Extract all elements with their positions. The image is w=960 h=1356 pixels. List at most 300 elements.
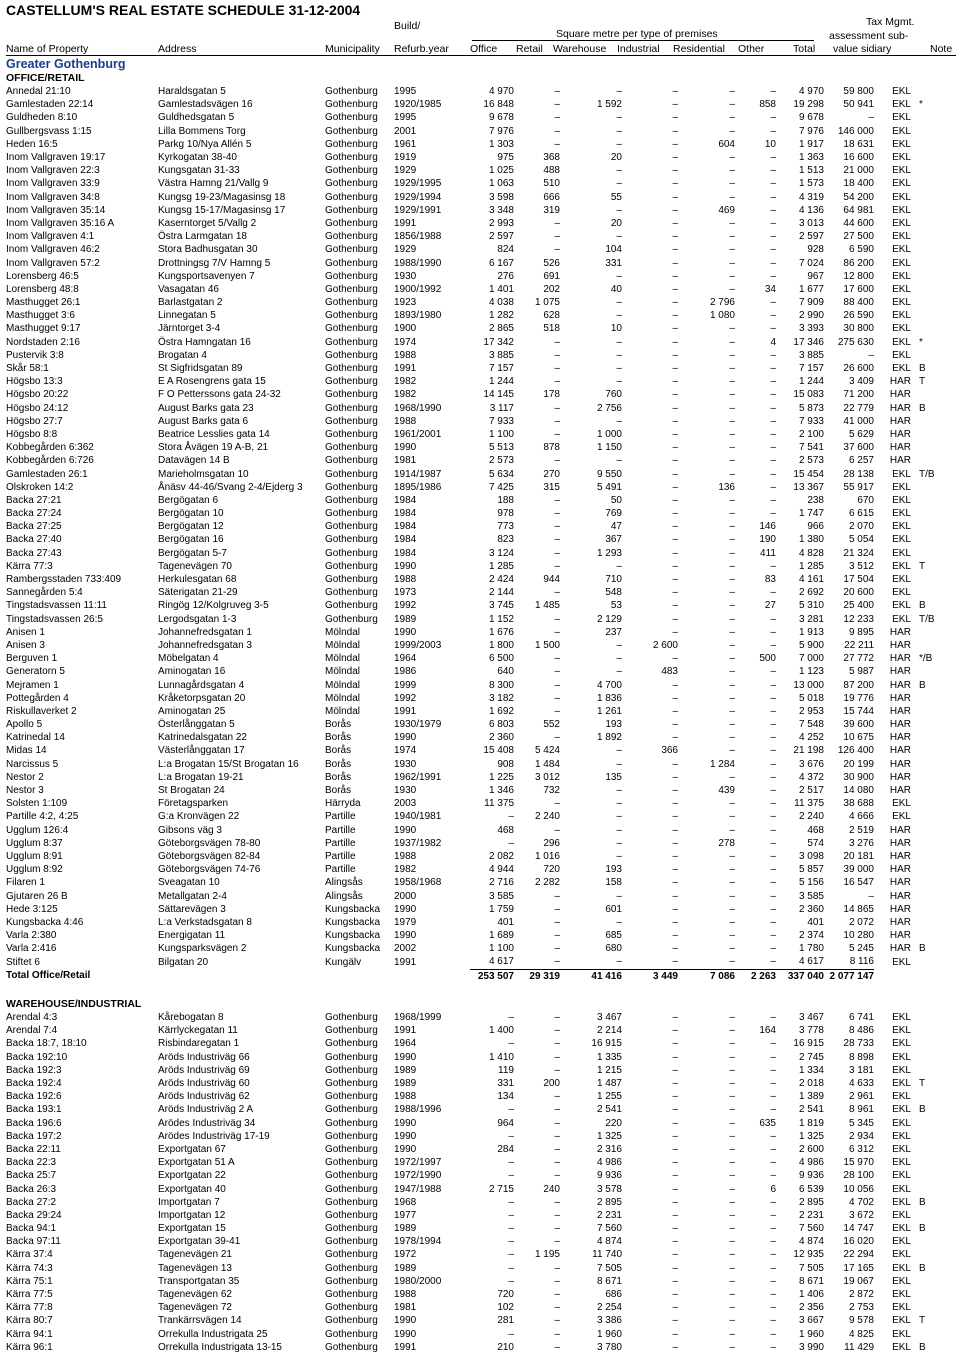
subsidiary-cell: HAR xyxy=(889,626,911,638)
retail-cell: 666 xyxy=(543,191,560,203)
subsidiary-cell: EKL xyxy=(892,1025,911,1037)
office-cell: 1 063 xyxy=(488,178,514,190)
industrial-cell: – xyxy=(672,231,678,243)
name-cell: Inom Vallgraven 46:2 xyxy=(6,244,100,256)
industrial-cell: – xyxy=(672,1196,678,1208)
retail-cell: – xyxy=(554,587,560,599)
warehouse-cell: 2 316 xyxy=(596,1143,622,1155)
name-cell: Generatorn 5 xyxy=(6,666,65,678)
residential-cell: – xyxy=(729,1249,735,1261)
office-cell: – xyxy=(508,1275,514,1287)
year-cell: 1937/1982 xyxy=(394,837,442,849)
tax-value-cell: 5 245 xyxy=(848,943,874,955)
office-cell: – xyxy=(508,1236,514,1248)
name-cell: Berguven 1 xyxy=(6,653,58,665)
name-cell: Backa 27:40 xyxy=(6,534,62,546)
table-row xyxy=(6,243,939,256)
subsidiary-cell: EKL xyxy=(892,1302,911,1314)
year-cell: 1981 xyxy=(394,455,417,467)
tax-value-cell: 39 600 xyxy=(843,719,874,731)
address-cell: Exportgatan 39-41 xyxy=(158,1236,241,1248)
total-cell: 7 157 xyxy=(798,363,824,375)
table-row xyxy=(6,1341,939,1354)
residential-cell: – xyxy=(729,86,735,98)
total-cell: 7 000 xyxy=(798,653,824,665)
subsidiary-cell: EKL xyxy=(892,244,911,256)
retail-cell: – xyxy=(554,86,560,98)
name-cell: Filaren 1 xyxy=(6,877,45,889)
subsidiary-cell: EKL xyxy=(892,336,911,348)
total-cell: 2 356 xyxy=(798,1302,824,1314)
retail-cell: – xyxy=(554,824,560,836)
note-cell xyxy=(911,388,939,401)
address-cell: Exportgatan 40 xyxy=(158,1183,226,1195)
tax-value-cell: 28 100 xyxy=(843,1170,874,1182)
warehouse-cell: 548 xyxy=(605,587,622,599)
other-cell: – xyxy=(770,705,776,717)
name-cell: Pustervik 3:8 xyxy=(6,349,64,361)
warehouse-cell: 2 895 xyxy=(596,1196,622,1208)
residential-cell: – xyxy=(729,850,735,862)
other-cell: – xyxy=(770,178,776,190)
industrial-cell: – xyxy=(672,587,678,599)
municipality-cell: Kungsbacka xyxy=(325,930,381,942)
office-cell: 284 xyxy=(497,1143,514,1155)
retail-header: Retail xyxy=(516,43,543,55)
other-cell: – xyxy=(770,811,776,823)
address-cell: Importgatan 12 xyxy=(158,1209,226,1221)
name-cell: Ugglum 8:92 xyxy=(6,864,63,876)
note-cell xyxy=(911,349,939,362)
year-cell: 1972/1990 xyxy=(394,1170,442,1182)
warehouse-cell: 7 505 xyxy=(596,1262,622,1274)
office-cell: 14 145 xyxy=(483,389,514,401)
tax-value-cell: – xyxy=(868,112,874,124)
retail-cell: 200 xyxy=(543,1078,560,1090)
other-cell: – xyxy=(770,323,776,335)
other-cell: – xyxy=(770,1157,776,1169)
total-cell: 238 xyxy=(807,494,824,506)
residential-cell: – xyxy=(729,560,735,572)
table-row xyxy=(6,1301,939,1314)
municipality-cell: Gothenburg xyxy=(325,1104,378,1116)
warehouse-cell: 4 986 xyxy=(596,1157,622,1169)
residential-cell: – xyxy=(729,244,735,256)
name-cell: Kobbegården 6:726 xyxy=(6,455,94,467)
office-cell: 2 424 xyxy=(488,574,514,586)
name-cell: Högsbo 20:22 xyxy=(6,389,69,401)
name-cell: Inom Vallgraven 33:9 xyxy=(6,178,100,190)
table-row xyxy=(6,1222,939,1235)
warehouse-cell: 11 740 xyxy=(592,1249,622,1261)
office-cell: 4 970 xyxy=(488,86,514,98)
address-cell: Johannefredsgatan 1 xyxy=(158,626,252,638)
total-cell: 2 573 xyxy=(798,455,824,467)
other-cell: – xyxy=(770,217,776,229)
year-cell: 1962/1991 xyxy=(394,771,442,783)
municipality-cell: Gothenburg xyxy=(325,468,378,480)
warehouse-cell: 4 874 xyxy=(596,1236,622,1248)
residential-cell: – xyxy=(729,1183,735,1195)
office-section-label: OFFICE/RETAIL xyxy=(6,72,85,84)
other-cell: 6 xyxy=(770,1183,776,1195)
total-cell: 2 745 xyxy=(798,1051,824,1063)
residential-cell: – xyxy=(729,389,735,401)
address-cell: Ringög 12/Kolgruveg 3-5 xyxy=(158,600,269,612)
total-cell: 1 389 xyxy=(798,1091,824,1103)
other-cell: – xyxy=(770,1315,776,1327)
warehouse-cell: 40 xyxy=(610,283,622,295)
total-cell: 4 319 xyxy=(798,191,824,203)
municipality-cell: Gothenburg xyxy=(325,1236,378,1248)
total-cell: 15 454 xyxy=(793,468,824,480)
retail-cell: 178 xyxy=(543,389,560,401)
address-cell: Tagenevägen 70 xyxy=(158,560,232,572)
name-cell: Ugglum 8:37 xyxy=(6,837,63,849)
table-row xyxy=(6,270,939,283)
warehouse-cell: 686 xyxy=(605,1289,622,1301)
subsidiary-cell: HAR xyxy=(889,903,911,915)
total-retail-cell: 29 319 xyxy=(514,969,560,983)
total-cell: 6 539 xyxy=(798,1183,824,1195)
address-cell: Beatrice Lesslies gata 14 xyxy=(158,428,270,440)
industrial-cell: 366 xyxy=(661,745,678,757)
municipality-cell: Borås xyxy=(325,732,352,744)
year-cell: 1974 xyxy=(394,745,417,757)
municipality-cell: Gothenburg xyxy=(325,125,378,137)
total-cell: 2 990 xyxy=(798,310,824,322)
residential-cell: – xyxy=(729,112,735,124)
tax-value-cell: 9 895 xyxy=(848,626,874,638)
tax-value-cell: 8 116 xyxy=(849,956,874,968)
name-cell: Katrinedal 14 xyxy=(6,732,65,744)
name-cell: Masthugget 3:6 xyxy=(6,310,75,322)
tax-value-cell: 26 600 xyxy=(843,363,874,375)
retail-cell: – xyxy=(554,943,560,955)
retail-cell: – xyxy=(554,363,560,375)
residential-cell: – xyxy=(729,798,735,810)
year-cell: 1988 xyxy=(394,349,417,361)
address-cell: Kärrlyckegatan 11 xyxy=(158,1025,238,1037)
municipality-cell: Gothenburg xyxy=(325,560,378,572)
retail-cell: – xyxy=(554,903,560,915)
municipality-cell: Mölndal xyxy=(325,666,361,678)
note-cell xyxy=(911,1051,939,1064)
residential-cell: – xyxy=(729,99,735,111)
year-cell: 1989 xyxy=(394,1223,417,1235)
address-cell: Drottningsg 7/V Hamng 5 xyxy=(158,257,271,269)
retail-cell: 240 xyxy=(543,1183,560,1195)
name-cell: Inom Vallgraven 34:8 xyxy=(6,191,100,203)
residential-cell: – xyxy=(729,125,735,137)
name-cell: Backa 192:4 xyxy=(6,1078,62,1090)
total-tax-value-cell: 2 077 147 xyxy=(824,969,874,983)
retail-cell: 488 xyxy=(543,165,560,177)
subsidiary-cell: EKL xyxy=(892,1051,911,1063)
office-header: Office xyxy=(470,43,498,55)
total-office-cell: 253 507 xyxy=(470,969,514,983)
warehouse-cell: – xyxy=(616,666,622,678)
warehouse-cell: 601 xyxy=(605,903,622,915)
municipality-cell: Gothenburg xyxy=(325,363,378,375)
name-cell: Kärra 77:8 xyxy=(6,1302,53,1314)
warehouse-cell: 685 xyxy=(605,930,622,942)
industrial-cell: – xyxy=(672,204,678,216)
subsidiary-cell: EKL xyxy=(892,270,911,282)
page-title: CASTELLUM'S REAL ESTATE SCHEDULE 31-12-2004 xyxy=(6,2,361,18)
note-cell xyxy=(911,428,939,441)
address-header: Address xyxy=(158,43,197,55)
subsidiary-cell: EKL xyxy=(892,1289,911,1301)
address-cell: Järntorget 3-4 xyxy=(158,323,221,335)
note-cell xyxy=(911,191,939,204)
office-cell: 119 xyxy=(498,1064,514,1076)
retail-cell: – xyxy=(554,244,560,256)
residential-cell: – xyxy=(729,336,735,348)
office-cell: – xyxy=(508,1249,514,1261)
name-cell: Nestor 3 xyxy=(6,785,44,797)
total-cell: 1 334 xyxy=(798,1064,824,1076)
address-cell: Arödes Industriväg 17-19 xyxy=(158,1130,270,1142)
name-cell: Arendal 4:3 xyxy=(6,1012,58,1024)
municipality-cell: Gothenburg xyxy=(325,231,378,243)
total-cell: 4 161 xyxy=(798,574,824,586)
table-row xyxy=(6,336,939,349)
municipality-cell: Gothenburg xyxy=(325,1117,378,1129)
tax-value-cell: 41 000 xyxy=(843,415,874,427)
name-cell: Backa 27:21 xyxy=(6,494,62,506)
address-cell: Transportgatan 35 xyxy=(158,1275,240,1287)
note-cell xyxy=(911,771,939,784)
other-cell: – xyxy=(770,639,776,651)
industrial-cell: – xyxy=(672,468,678,480)
industrial-cell: – xyxy=(672,890,678,902)
office-cell: 640 xyxy=(497,666,514,678)
office-cell: 1 410 xyxy=(488,1051,514,1063)
address-cell: Aröds Industriväg 66 xyxy=(158,1051,250,1063)
subsidiary-cell: EKL xyxy=(892,86,911,98)
note-cell xyxy=(911,692,939,705)
total-year-cell xyxy=(394,969,470,983)
tax-value-cell: 14 865 xyxy=(843,903,874,915)
table-row xyxy=(6,507,939,520)
note-cell xyxy=(911,507,939,520)
other-cell: 27 xyxy=(764,600,776,612)
other-cell: – xyxy=(770,428,776,440)
subsidiary-cell: EKL xyxy=(892,508,911,520)
retail-cell: 526 xyxy=(543,257,560,269)
retail-cell: 552 xyxy=(543,719,560,731)
industrial-cell: – xyxy=(672,389,678,401)
name-cell: Anisen 3 xyxy=(6,639,45,651)
office-cell: 3 117 xyxy=(489,402,514,414)
office-cell: 4 617 xyxy=(488,956,514,968)
name-cell: Backa 27:24 xyxy=(6,508,62,520)
tax-value-cell: 5 345 xyxy=(848,1117,874,1129)
retail-cell: – xyxy=(554,666,560,678)
table-row xyxy=(6,111,939,124)
table-row xyxy=(6,652,939,665)
other-cell: – xyxy=(770,613,776,625)
name-cell: Backa 94:1 xyxy=(6,1223,57,1235)
municipality-cell: Gothenburg xyxy=(325,521,378,533)
note-cell xyxy=(911,1037,939,1050)
total-cell: 1 244 xyxy=(798,376,824,388)
retail-cell: – xyxy=(554,1104,560,1116)
total-cell: 574 xyxy=(807,837,824,849)
warehouse-cell: 1 335 xyxy=(596,1051,622,1063)
table-row xyxy=(6,955,939,969)
name-cell: Backa 27:43 xyxy=(6,547,62,559)
tax-value-cell: 17 165 xyxy=(843,1262,874,1274)
other-cell: – xyxy=(770,1236,776,1248)
address-cell: Exportgatan 67 xyxy=(158,1143,226,1155)
name-cell: Gjutaren 26 B xyxy=(6,890,68,902)
name-cell: Ugglum 8:91 xyxy=(6,850,63,862)
warehouse-cell: – xyxy=(616,204,622,216)
address-cell: Kråketorpsgatan 20 xyxy=(158,692,246,704)
industrial-cell: – xyxy=(672,758,678,770)
residential-cell: – xyxy=(729,165,735,177)
table-row xyxy=(6,217,939,230)
industrial-cell: – xyxy=(672,244,678,256)
total-address-cell xyxy=(158,969,325,983)
table-row xyxy=(6,454,939,467)
warehouse-cell: – xyxy=(616,890,622,902)
tax-value-cell: 30 900 xyxy=(843,771,874,783)
other-cell: – xyxy=(770,415,776,427)
tax-value-cell: 4 666 xyxy=(848,811,874,823)
address-cell: G:a Kronvägen 22 xyxy=(158,811,240,823)
tax-value-cell: 20 199 xyxy=(843,758,874,770)
total-cell: 5 156 xyxy=(798,877,824,889)
retail-cell: 1 500 xyxy=(534,639,560,651)
tax-value-cell: 2 934 xyxy=(848,1130,874,1142)
residential-cell: 469 xyxy=(718,204,735,216)
residential-cell: – xyxy=(729,864,735,876)
office-cell: 3 348 xyxy=(488,204,514,216)
total-cell: 2 517 xyxy=(798,785,824,797)
subsidiary-cell: EKL xyxy=(892,1262,911,1274)
table-row xyxy=(6,758,939,771)
warehouse-cell: 4 700 xyxy=(596,679,622,691)
subsidiary-cell: HAR xyxy=(889,916,911,928)
municipality-cell: Gothenburg xyxy=(325,138,378,150)
subsidiary-cell: EKL xyxy=(892,494,911,506)
retail-cell: – xyxy=(554,1209,560,1221)
office-cell: 2 716 xyxy=(488,877,514,889)
office-cell: 281 xyxy=(497,1315,514,1327)
retail-cell: 691 xyxy=(543,270,560,282)
warehouse-cell: 1 293 xyxy=(596,547,622,559)
industrial-cell: – xyxy=(672,455,678,467)
address-cell: Kungsg 15-17/Magasinsg 17 xyxy=(158,204,286,216)
table-row xyxy=(6,573,939,586)
industrial-cell: – xyxy=(672,1289,678,1301)
office-cell: 3 885 xyxy=(488,349,514,361)
other-cell: – xyxy=(770,1249,776,1261)
office-cell: 3 182 xyxy=(488,692,514,704)
subsidiary-cell: EKL xyxy=(892,125,911,137)
table-row xyxy=(6,415,939,428)
residential-cell: – xyxy=(729,178,735,190)
total-cell: 8 671 xyxy=(798,1275,824,1287)
year-cell: 1992 xyxy=(394,692,417,704)
retail-cell: – xyxy=(554,1051,560,1063)
year-cell: 1989 xyxy=(394,1064,417,1076)
municipality-cell: Gothenburg xyxy=(325,1012,378,1024)
year-cell: 1991 xyxy=(394,363,417,375)
residential-cell: 604 xyxy=(718,138,735,150)
total-municipality-cell xyxy=(325,969,394,983)
industrial-cell: – xyxy=(672,270,678,282)
note-cell xyxy=(911,217,939,230)
tax-value-cell: 6 615 xyxy=(848,508,874,520)
note-cell xyxy=(911,863,939,876)
name-cell: Backa 97:11 xyxy=(6,1236,61,1248)
industrial-cell: – xyxy=(672,903,678,915)
name-cell: Olskroken 14:2 xyxy=(6,481,74,493)
year-cell: 1900 xyxy=(394,323,417,335)
table-row xyxy=(6,533,939,546)
table-row xyxy=(6,903,939,916)
other-cell: 164 xyxy=(759,1025,776,1037)
residential-cell: 278 xyxy=(718,837,735,849)
tax-value-cell: 88 400 xyxy=(843,297,874,309)
subsidiary-cell: HAR xyxy=(889,415,911,427)
address-cell: Stora Badhusgatan 30 xyxy=(158,244,258,256)
municipality-cell: Gothenburg xyxy=(325,1064,378,1076)
tax-value-cell: 39 000 xyxy=(843,864,874,876)
subsidiary-cell: HAR xyxy=(889,758,911,770)
retail-cell: – xyxy=(554,1315,560,1327)
office-cell: 1 759 xyxy=(488,903,514,915)
total-cell: 13 367 xyxy=(793,481,824,493)
office-cell: 2 082 xyxy=(488,850,514,862)
other-cell: – xyxy=(770,587,776,599)
year-cell: 1988 xyxy=(394,415,417,427)
other-cell: – xyxy=(770,916,776,928)
residential-cell: – xyxy=(729,771,735,783)
name-cell: Gullbergsvass 1:15 xyxy=(6,125,92,137)
retail-cell: – xyxy=(554,1275,560,1287)
note-cell xyxy=(911,494,939,507)
industrial-cell: – xyxy=(672,850,678,862)
name-cell: Skår 58:1 xyxy=(6,363,49,375)
subsidiary-cell: EKL xyxy=(892,1064,911,1076)
municipality-cell: Gothenburg xyxy=(325,376,378,388)
tax-value-cell: 126 400 xyxy=(837,745,874,757)
year-cell: 1988 xyxy=(394,1091,417,1103)
total-cell: 2 018 xyxy=(798,1078,824,1090)
subsidiary-cell: EKL xyxy=(892,349,911,361)
residential-cell: – xyxy=(729,1170,735,1182)
warehouse-cell: 1 960 xyxy=(596,1328,622,1340)
note-cell xyxy=(911,164,939,177)
retail-cell: – xyxy=(554,455,560,467)
table-row xyxy=(6,85,939,98)
municipality-cell: Gothenburg xyxy=(325,310,378,322)
year-cell: 1990 xyxy=(394,560,417,572)
name-cell: Backa 192:3 xyxy=(6,1064,62,1076)
municipality-cell: Gothenburg xyxy=(325,1157,378,1169)
subsidiary-cell: EKL xyxy=(892,811,911,823)
table-row xyxy=(6,204,939,217)
note-cell xyxy=(911,744,939,757)
total-cell: 2 597 xyxy=(798,231,824,243)
subsidiary-cell: HAR xyxy=(889,455,911,467)
table-row xyxy=(6,850,939,863)
